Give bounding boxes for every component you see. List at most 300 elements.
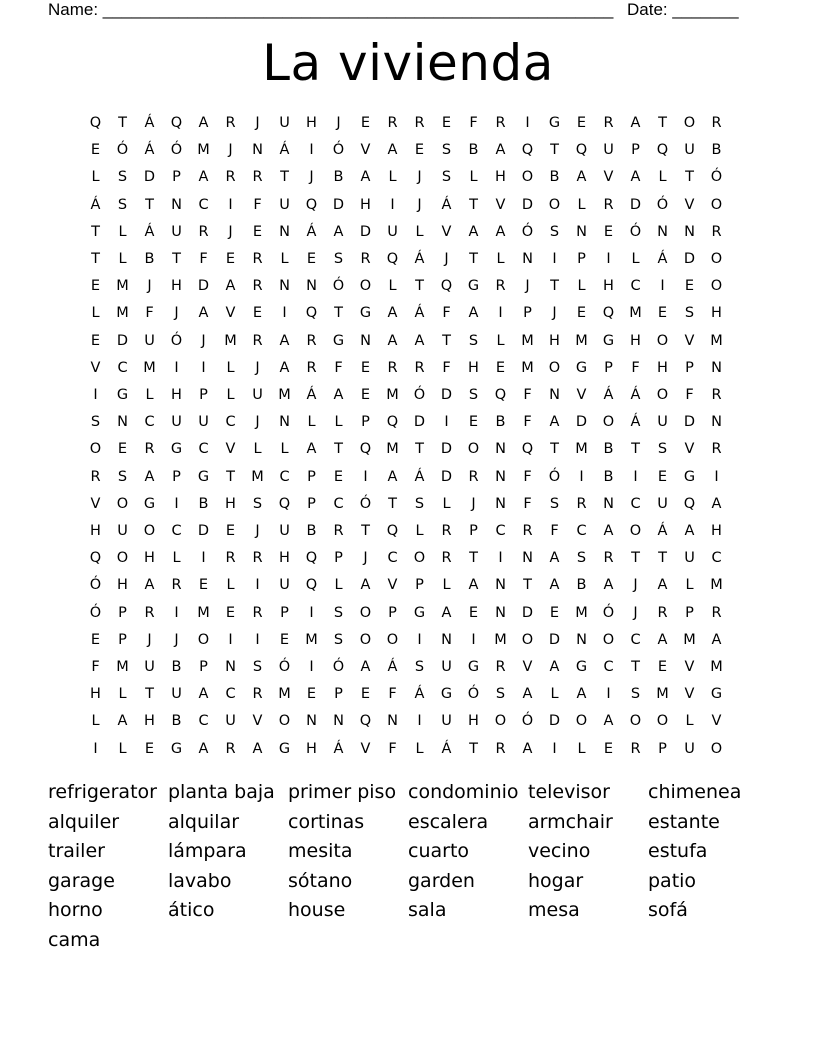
grid-letter: A [468,577,479,594]
grid-letter: Á [414,305,425,322]
grid-letter: U [171,686,182,703]
grid-letter: H [657,359,668,376]
grid-letter: Á [414,686,425,703]
grid-letter: C [225,686,236,703]
grid-letter: Q [386,251,399,267]
grid-letter: F [523,387,532,403]
grid-letter: R [252,604,263,621]
grid-letter: R [171,577,182,594]
grid-letter: I [174,495,179,512]
grid-letter: E [90,278,101,295]
grid-letter: R [198,223,209,240]
grid-letter: F [442,359,451,376]
grid-letter: S [252,659,263,675]
grid-letter: C [198,441,209,458]
grid-letter: A [279,332,290,349]
grid-letter: Ó [116,142,129,159]
grid-letter: A [522,686,533,703]
grid-letter: M [116,659,129,675]
grid-letter: P [172,468,181,485]
grid-letter: A [387,332,398,349]
grid-letter: M [683,631,696,648]
word-bank-item: mesita [288,840,353,863]
grid-letter: O [629,523,642,539]
grid-letter: R [252,278,263,295]
grid-letter: V [603,169,614,186]
grid-letter: T [631,441,640,458]
grid-letter: U [279,577,290,594]
grid-letter: Q [359,441,372,458]
grid-letter: M [305,631,318,648]
grid-letter: B [144,251,155,267]
grid-letter: A [144,577,155,594]
grid-letter: U [441,713,452,730]
grid-letter: J [309,169,314,186]
grid-letter: R [387,359,398,376]
grid-letter: I [606,686,611,703]
grid-letter: O [710,251,723,267]
grid-letter: M [575,604,588,621]
grid-letter: H [279,550,290,567]
grid-letter: T [91,251,100,267]
grid-letter: P [415,577,424,594]
grid-letter: C [117,359,128,376]
grid-letter: E [360,686,371,703]
grid-letter: A [360,577,371,594]
grid-letter: U [279,523,290,539]
grid-letter: T [658,550,667,567]
grid-letter: D [521,604,534,621]
grid-letter: L [415,740,424,757]
grid-letter: D [440,441,453,458]
grid-letter: Á [387,659,398,675]
grid-letter: A [711,631,722,648]
grid-letter: M [656,686,669,703]
grid-letter: U [603,142,614,159]
grid-letter: A [414,332,425,349]
grid-letter: S [414,659,425,675]
grid-letter: U [171,414,182,431]
grid-letter: H [225,495,236,512]
grid-letter: T [469,740,478,757]
grid-letter: Q [170,115,183,131]
grid-letter: M [575,441,588,458]
grid-letter: N [252,142,263,159]
grid-letter: G [575,659,588,675]
word-bank-item: cortinas [288,810,365,833]
grid-letter: M [197,604,210,621]
grid-letter: S [630,686,641,703]
grid-letter: H [144,550,155,567]
grid-letter: J [228,223,233,240]
word-bank-item: garden [408,869,475,892]
grid-letter: U [117,523,128,539]
grid-letter: F [469,115,478,131]
grid-letter: R [225,550,236,567]
grid-letter: A [576,686,587,703]
grid-letter: I [174,604,179,621]
grid-letter: N [549,387,560,403]
grid-letter: S [657,441,668,458]
grid-letter: G [278,740,291,757]
grid-letter: E [90,332,101,349]
grid-letter: I [309,659,314,675]
grid-letter: E [225,604,236,621]
word-bank-item: televisor [528,781,610,803]
grid-letter: L [334,414,343,431]
grid-letter: E [252,305,263,322]
grid-letter: L [280,441,289,458]
grid-letter: N [495,604,506,621]
grid-letter: J [255,115,260,131]
grid-letter: V [441,223,452,240]
grid-letter: A [468,223,479,240]
grid-letter: T [145,196,154,213]
grid-letter: E [144,740,155,757]
grid-letter: L [334,577,343,594]
grid-letter: N [711,414,722,431]
grid-letter: T [550,441,559,458]
grid-letter: L [118,223,127,240]
grid-letter: R [225,740,236,757]
grid-letter: I [363,468,368,485]
grid-letter: P [307,468,316,485]
grid-letter: D [629,196,642,213]
word-bank-item: armchair [528,810,613,833]
grid-letter: F [388,686,397,703]
grid-letter: O [278,713,291,730]
grid-letter: M [386,441,399,458]
word-bank-item: house [288,899,346,922]
grid-letter: L [496,332,505,349]
grid-letter: O [89,441,102,458]
grid-letter: Ó [278,659,291,675]
grid-letter: E [117,441,128,458]
grid-letter: S [549,223,560,240]
grid-letter: B [333,169,344,186]
grid-letter: H [144,713,155,730]
grid-letter: Ó [332,142,345,159]
grid-letter: A [198,305,209,322]
grid-letter: O [656,387,669,403]
grid-letter: H [360,196,371,213]
grid-letter: A [306,441,317,458]
grid-letter: Ó [656,196,669,213]
grid-letter: D [548,631,561,648]
grid-letter: B [198,495,209,512]
grid-letter: B [576,577,587,594]
word-bank-item: estante [648,810,720,833]
grid-letter: Á [306,387,317,403]
grid-letter: C [171,523,182,539]
grid-letter: A [495,142,506,159]
grid-letter: A [387,305,398,322]
grid-letter: T [469,196,478,213]
word-bank-item: cuarto [408,840,470,863]
grid-letter: I [309,142,314,159]
grid-letter: O [359,604,372,621]
grid-letter: U [144,332,155,349]
grid-letter: F [253,196,262,213]
grid-letter: U [387,223,398,240]
grid-letter: I [552,740,557,757]
grid-letter: N [495,441,506,458]
grid-letter: G [467,659,480,675]
grid-letter: M [494,631,507,648]
grid-letter: Q [305,196,318,213]
grid-letter: Q [494,387,507,403]
grid-letter: A [657,577,668,594]
grid-letter: T [469,550,478,567]
grid-letter: V [90,359,101,376]
grid-letter: E [549,604,560,621]
grid-letter: F [631,359,640,376]
grid-letter: L [118,686,127,703]
grid-letter: V [360,142,371,159]
grid-letter: D [116,332,129,349]
grid-letter: Á [144,115,155,131]
date-field-line: Date: _______ [627,0,739,19]
grid-letter: S [495,686,506,703]
grid-letter: U [279,196,290,213]
grid-letter: L [226,387,235,403]
grid-letter: C [279,468,290,485]
grid-letter: D [683,414,696,431]
grid-letter: J [363,550,368,567]
grid-letter: R [333,523,344,539]
grid-letter: N [225,659,236,675]
grid-letter: O [656,713,669,730]
grid-letter: D [143,169,156,186]
grid-letter: R [711,387,722,403]
grid-letter: L [226,359,235,376]
grid-letter: Ó [521,713,534,730]
word-bank-item: patio [648,869,697,892]
grid-letter: U [657,414,668,431]
grid-letter: S [333,251,344,267]
grid-letter: R [441,523,452,539]
grid-letter: N [171,196,182,213]
grid-letter: E [198,577,209,594]
grid-letter: V [684,332,695,349]
grid-letter: N [495,495,506,512]
word-bank-item: hogar [528,869,584,892]
grid-letter: C [198,196,209,213]
grid-letter: V [684,196,695,213]
grid-letter: T [550,142,559,159]
grid-letter: C [144,414,155,431]
grid-letter: I [201,359,206,376]
grid-letter: S [117,196,128,213]
grid-letter: I [471,631,476,648]
grid-letter: R [522,523,533,539]
grid-letter: S [117,468,128,485]
grid-letter: L [91,169,100,186]
grid-letter: Q [521,142,534,159]
word-bank-item: escalera [408,810,489,833]
grid-letter: R [495,278,506,295]
word-bank-item: vecino [528,840,591,863]
grid-letter: Ó [521,223,534,240]
grid-letter: I [498,550,503,567]
grid-letter: V [387,577,398,594]
grid-letter: S [414,495,425,512]
grid-letter: U [441,659,452,675]
grid-letter: Q [359,713,372,730]
grid-letter: T [280,169,289,186]
grid-letter: N [495,577,506,594]
grid-letter: M [278,686,291,703]
word-bank-item: lavabo [168,869,232,892]
grid-letter: E [495,359,506,376]
grid-letter: V [684,686,695,703]
grid-letter: R [495,115,506,131]
grid-letter: H [117,577,128,594]
grid-letter: L [415,223,424,240]
grid-letter: Á [333,740,344,757]
grid-letter: Á [630,414,641,431]
grid-letter: I [606,251,611,267]
grid-letter: O [386,631,399,648]
grid-letter: L [388,278,397,295]
grid-letter: T [523,577,532,594]
grid-letter: L [631,251,640,267]
grid-letter: E [441,115,452,131]
grid-letter: I [660,278,665,295]
grid-letter: P [604,359,613,376]
grid-letter: L [442,495,451,512]
grid-letter: L [118,740,127,757]
grid-letter: I [93,740,98,757]
grid-letter: A [441,604,452,621]
grid-letter: T [334,305,343,322]
grid-letter: Q [89,115,102,131]
grid-letter: G [548,115,561,131]
grid-letter: A [630,115,641,131]
grid-letter: I [228,631,233,648]
grid-letter: J [525,278,530,295]
grid-letter: H [468,713,479,730]
grid-letter: T [91,223,100,240]
grid-letter: H [495,169,506,186]
grid-letter: S [549,495,560,512]
grid-letter: I [498,305,503,322]
grid-letter: J [417,196,422,213]
grid-letter: Q [305,550,318,567]
grid-letter: L [577,278,586,295]
grid-letter: Á [90,196,101,213]
grid-letter: M [197,142,210,159]
word-bank-item: chimenea [648,781,742,803]
word-bank-item: trailer [48,840,105,863]
grid-letter: D [440,468,453,485]
grid-letter: L [280,251,289,267]
grid-letter: J [174,305,179,322]
grid-letter: V [252,713,263,730]
grid-letter: N [360,332,371,349]
grid-letter: T [685,169,694,186]
grid-letter: V [684,441,695,458]
grid-letter: J [471,495,476,512]
grid-letter: U [225,713,236,730]
grid-letter: D [548,713,561,730]
grid-letter: G [170,441,183,458]
grid-letter: G [332,332,345,349]
grid-letter: O [710,278,723,295]
grid-letter: B [495,414,506,431]
grid-letter: F [550,523,559,539]
grid-letter: G [143,495,156,512]
grid-letter: B [306,523,317,539]
grid-letter: L [307,414,316,431]
grid-letter: A [522,740,533,757]
grid-letter: C [630,278,641,295]
grid-letter: Q [89,550,102,567]
grid-letter: Q [521,441,534,458]
grid-letter: F [334,359,343,376]
grid-letter: A [198,740,209,757]
grid-letter: N [279,414,290,431]
grid-letter: V [576,387,587,403]
grid-letter: R [495,740,506,757]
grid-letter: A [279,359,290,376]
grid-letter: E [603,740,614,757]
grid-letter: Ó [332,659,345,675]
grid-letter: J [255,359,260,376]
grid-letter: Q [656,142,669,159]
grid-letter: A [468,305,479,322]
grid-letter: L [577,740,586,757]
grid-letter: E [90,631,101,648]
grid-letter: L [118,251,127,267]
grid-letter: S [684,305,695,322]
grid-letter: D [413,414,426,431]
grid-letter: P [307,495,316,512]
grid-letter: U [144,659,155,675]
grid-letter: P [334,550,343,567]
grid-letter: Ó [602,604,615,621]
grid-letter: A [603,577,614,594]
grid-letter: G [116,387,129,403]
grid-letter: L [469,169,478,186]
grid-letter: V [360,740,371,757]
grid-letter: I [201,550,206,567]
grid-letter: O [629,713,642,730]
grid-letter: Q [386,414,399,431]
grid-letter: V [711,713,722,730]
word-bank-item: alquiler [48,810,120,833]
grid-letter: A [576,169,587,186]
grid-letter: J [417,169,422,186]
grid-letter: L [172,550,181,567]
grid-letter: Á [144,223,155,240]
grid-letter: U [684,142,695,159]
grid-letter: I [93,387,98,403]
grid-letter: S [576,550,587,567]
grid-letter: L [145,387,154,403]
grid-letter: H [306,115,317,131]
grid-letter: Q [386,523,399,539]
grid-letter: C [630,495,641,512]
grid-letter: E [657,305,668,322]
grid-letter: R [252,332,263,349]
grid-letter: Á [441,740,452,757]
grid-letter: Ó [89,604,102,621]
grid-letter: H [90,686,101,703]
grid-letter: P [388,604,397,621]
grid-letter: L [91,305,100,322]
grid-letter: D [197,278,210,295]
